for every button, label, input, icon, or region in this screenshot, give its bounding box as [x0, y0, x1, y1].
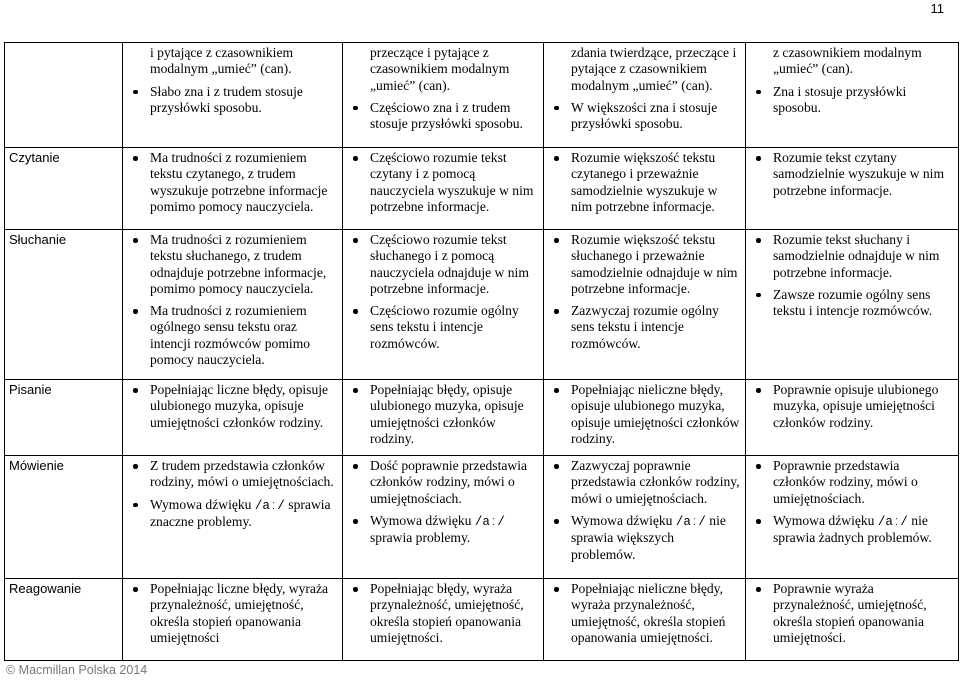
criteria-cell	[746, 230, 959, 380]
copyright-footer: © Macmillan Polska 2014	[6, 663, 148, 677]
table-row	[5, 579, 959, 661]
phonetic-symbol: /aː/	[675, 515, 706, 530]
list-item: Rozumie tekst czytany samodzielnie wyszukuje w nim potrzebne informacje.	[750, 150, 954, 199]
bullet-list	[127, 150, 338, 215]
table-row	[5, 43, 959, 148]
pronunciation-text: Wymowa dźwięku	[370, 513, 475, 529]
criteria-cell	[544, 380, 746, 456]
list-item	[347, 513, 539, 547]
bullet-list	[127, 382, 338, 431]
bullet-list	[548, 581, 741, 646]
criteria-cell	[123, 43, 343, 148]
bullet-list	[750, 581, 954, 646]
list-item	[548, 513, 741, 563]
list-item: Popełniając nieliczne błędy, wyraża przynależność, umiejętność, określa stopień opanowania umiejętności.	[548, 581, 741, 646]
criteria-cell	[746, 148, 959, 230]
table-row	[5, 380, 959, 456]
bullet-list	[750, 232, 954, 319]
phonetic-symbol: /aː/	[877, 515, 908, 530]
criteria-cell	[544, 148, 746, 230]
criteria-cell	[343, 380, 544, 456]
list-item	[750, 513, 954, 547]
page-number: 11	[930, 1, 944, 16]
list-item: Popełniając błędy, opisuje ulubionego muzyka, opisuje umiejętności członków rodziny.	[347, 382, 539, 447]
list-item: Rozumie tekst słuchany i samodzielnie odnajduje w nim potrzebne informacje.	[750, 232, 954, 281]
list-item: Z trudem przedstawia członków rodziny, mówi o umiejętnościach.	[127, 458, 338, 491]
pronunciation-text: nie sprawia większych problemów.	[571, 513, 726, 562]
table-row	[5, 230, 959, 380]
criteria-cell	[123, 456, 343, 579]
list-item: Częściowo rozumie tekst czytany i z pomocą nauczyciela wyszukuje w nim potrzebne informacje.	[347, 150, 539, 215]
criteria-cell	[343, 43, 544, 148]
bullet-list	[548, 232, 741, 352]
criteria-cell	[343, 148, 544, 230]
list-item: Popełniając liczne błędy, opisuje ulubionego muzyka, opisuje umiejętności członków rodziny.	[127, 382, 338, 431]
criteria-cell	[544, 43, 746, 148]
list-item: Zazwyczaj rozumie ogólny sens tekstu i intencje rozmówców.	[548, 303, 741, 352]
list-item: Poprawnie opisuje ulubionego muzyka, opisuje umiejętności członków rodziny.	[750, 382, 954, 431]
bullet-list	[750, 150, 954, 199]
bullet-list	[347, 458, 539, 546]
list-item: Ma trudności z rozumieniem tekstu czytanego, z trudem wyszukuje potrzebne informacje pomimo pomocy nauczyciela.	[127, 150, 338, 215]
list-item: Rozumie większość tekstu czytanego i przeważnie samodzielnie wyszukuje w nim potrzebne informacje.	[548, 150, 741, 215]
row-label: Reagowanie	[5, 579, 123, 661]
list-item: Częściowo zna i z trudem stosuje przysłówki sposobu.	[347, 100, 539, 133]
criteria-cell	[746, 43, 959, 148]
table-row	[5, 148, 959, 230]
bullet-list	[750, 382, 954, 431]
criteria-cell	[343, 230, 544, 380]
criteria-cell	[343, 456, 544, 579]
criteria-cell	[746, 579, 959, 661]
list-item: Zawsze rozumie ogólny sens tekstu i intencje rozmówców.	[750, 287, 954, 320]
bullet-list	[347, 232, 539, 352]
criteria-cell	[123, 380, 343, 456]
criteria-cell	[746, 456, 959, 579]
pronunciation-text: nie sprawia żadnych problemów.	[773, 513, 932, 546]
criteria-cell	[123, 579, 343, 661]
bullet-list	[347, 150, 539, 215]
bullet-list	[548, 100, 741, 133]
row-label: Mówienie	[5, 456, 123, 579]
bullet-list	[127, 232, 338, 368]
list-item: W większości zna i stosuje przysłówki sposobu.	[548, 100, 741, 133]
phonetic-symbol: /aː/	[254, 498, 285, 513]
pronunciation-text: sprawia problemy.	[370, 530, 471, 546]
list-item: Słabo zna i z trudem stosuje przysłówki sposobu.	[127, 84, 338, 117]
continued-text: zdania twierdzące, przeczące i pytające z czasownikiem modalnym „umieć” (can).	[571, 45, 737, 93]
bullet-list	[127, 581, 338, 646]
criteria-cell	[123, 230, 343, 380]
list-item: Dość poprawnie przedstawia członków rodziny, mówi o umiejętnościach.	[347, 458, 539, 507]
list-item: Zna i stosuje przysłówki sposobu.	[750, 84, 954, 117]
list-item: Ma trudności z rozumieniem tekstu słuchanego, z trudem odnajduje potrzebne informacje, pomimo pomocy nauczyciela.	[127, 232, 338, 297]
bullet-list	[548, 150, 741, 215]
list-item: Zazwyczaj poprawnie przedstawia członków rodziny, mówi o umiejętnościach.	[548, 458, 741, 507]
list-item: Popełniając nieliczne błędy, opisuje ulubionego muzyka, opisuje umiejętności członków rodziny.	[548, 382, 741, 447]
criteria-cell	[544, 579, 746, 661]
criteria-cell	[544, 230, 746, 380]
row-label	[5, 43, 123, 148]
row-label: Czytanie	[5, 148, 123, 230]
pronunciation-text: Wymowa dźwięku	[571, 513, 676, 529]
pronunciation-text: sprawia znaczne problemy.	[150, 496, 331, 530]
criteria-cell	[746, 380, 959, 456]
continued-text: i pytające z czasownikiem modalnym „umieć” (can).	[150, 45, 294, 77]
list-item: Popełniając błędy, wyraża przynależność, umiejętność, określa stopień opanowania umiejętności.	[347, 581, 539, 646]
bullet-list	[347, 382, 539, 447]
bullet-list	[347, 581, 539, 646]
list-item: Poprawnie przedstawia członków rodziny, mówi o umiejętnościach.	[750, 458, 954, 507]
list-item: Poprawnie wyraża przynależność, umiejętność, określa stopień opanowania umiejętności.	[750, 581, 954, 646]
criteria-table	[4, 42, 959, 661]
list-item: Częściowo rozumie tekst słuchanego i z pomocą nauczyciela odnajduje w nim potrzebne informacje.	[347, 232, 539, 297]
pronunciation-text: Wymowa dźwięku	[773, 513, 878, 529]
criteria-cell	[544, 456, 746, 579]
criteria-cell	[123, 148, 343, 230]
row-label: Pisanie	[5, 380, 123, 456]
list-item: Rozumie większość tekstu słuchanego i przeważnie samodzielnie odnajduje w nim potrzebne informacje.	[548, 232, 741, 297]
continued-text: z czasownikiem modalnym „umieć” (can).	[773, 45, 922, 77]
list-item: Częściowo rozumie ogólny sens tekstu i intencje rozmówców.	[347, 303, 539, 352]
bullet-list	[548, 382, 741, 447]
bullet-list	[548, 458, 741, 563]
pronunciation-text: Wymowa dźwięku	[150, 496, 255, 512]
bullet-list	[347, 100, 539, 133]
table-row	[5, 456, 959, 579]
bullet-list	[750, 458, 954, 546]
bullet-list	[750, 84, 954, 117]
criteria-cell	[343, 579, 544, 661]
phonetic-symbol: /aː/	[474, 515, 505, 530]
bullet-list	[127, 84, 338, 117]
row-label: Słuchanie	[5, 230, 123, 380]
list-item: Ma trudności z rozumieniem ogólnego sensu tekstu oraz intencji rozmówców pomimo pomocy nauczyciela.	[127, 303, 338, 368]
continued-text: przeczące i pytające z czasownikiem modalnym „umieć” (can).	[370, 45, 510, 93]
list-item	[127, 497, 338, 531]
bullet-list	[127, 458, 338, 530]
list-item: Popełniając liczne błędy, wyraża przynależność, umiejętność, określa stopień opanowania umiejętności	[127, 581, 338, 646]
